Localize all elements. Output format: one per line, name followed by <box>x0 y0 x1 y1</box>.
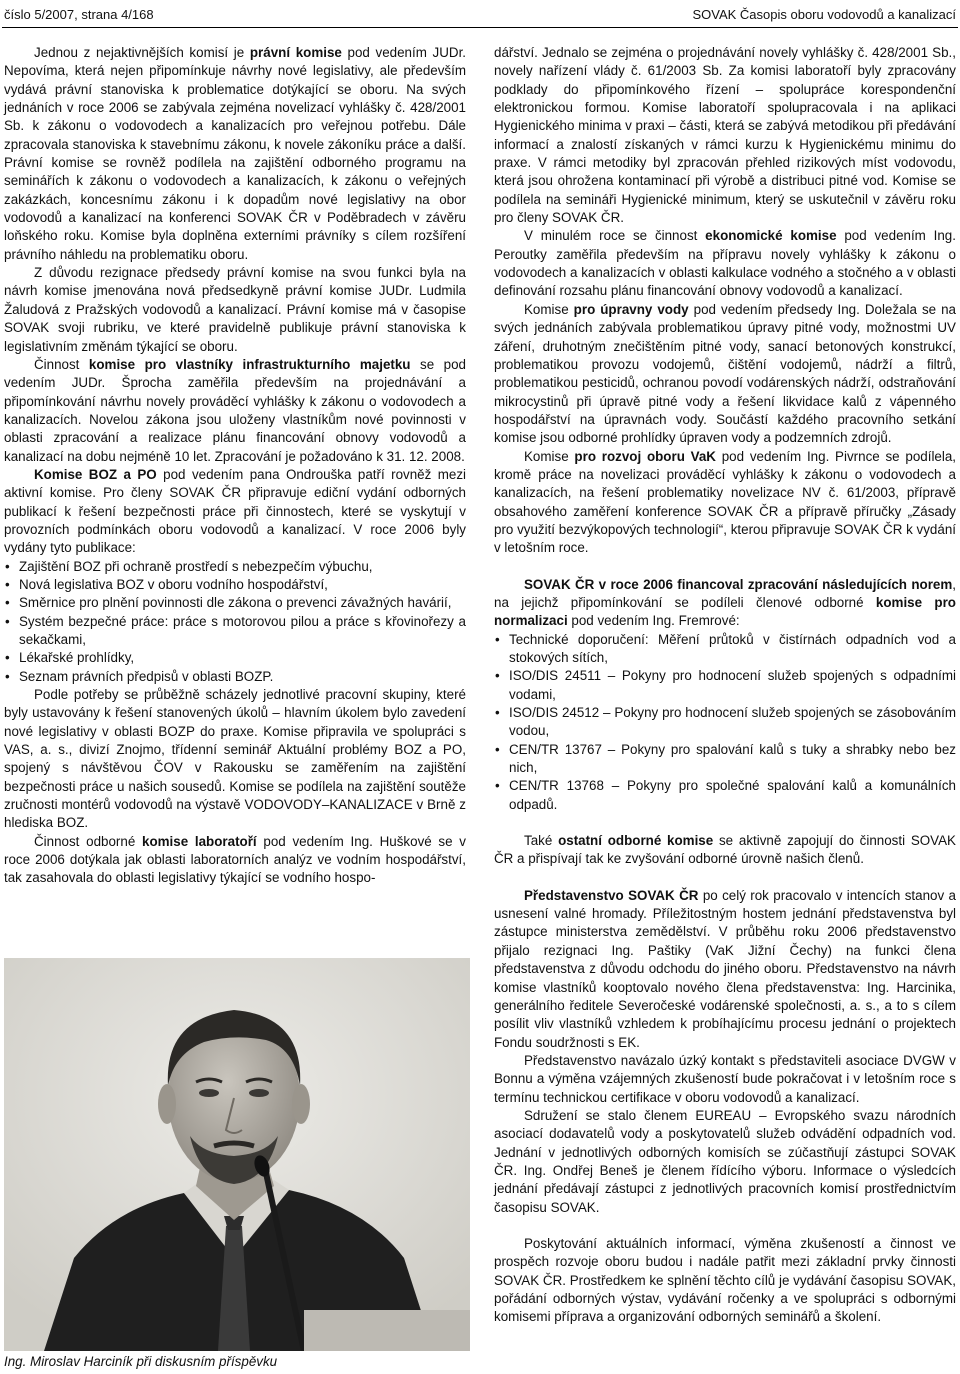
photo-caption: Ing. Miroslav Harciník při diskusním příspěvku <box>4 1354 278 1369</box>
spacer <box>494 558 956 576</box>
list-item: • ISO/DIS 24512 – Pokyny pro hodnocení služeb spojených se zásobováním vodou, <box>494 704 956 741</box>
list-item: • ISO/DIS 24511 – Pokyny pro hodnocení služeb spojených s odpadními vodami, <box>494 667 956 704</box>
journal-title: SOVAK Časopis oboru vodovodů a kanalizací <box>692 7 956 22</box>
paragraph-other-commissions: Také ostatní odborné komise se aktivně zapojují do činnosti SOVAK ČR a přispívají tak ke zvyšování odborné úrovně našich členů. <box>494 833 956 867</box>
spacer <box>494 869 956 887</box>
list-item: • Směrnice pro plnění povinnosti dle zákona o prevenci závažných havárií, <box>4 594 466 612</box>
header-divider <box>2 27 958 28</box>
paragraph-working-groups: Podle potřeby se průběžně scházely jednotlivé pracovní skupiny, které byly ustavovány k řešení stanovených úkolů – hlavním úkolem bylo zavedení nové legislativy v oblasti BOZP do praxe. Komise připravila ve spolupráci s VAS, a. s., divizí Znojmo, třídenní seminář Aktuální problémy BOZ a PO, spojený s návštěvou ČOV v Rakousku se zaměřením na zajištění bezpečnosti práce u našich sousedů. Komise se podílela na zajištění soutěže zručnosti montérů vodovodů na výstavě VODOVODY–KANALIZACE v Brně z hlediska BOZ. <box>4 687 466 831</box>
spacer <box>494 814 956 832</box>
paragraph-legal-commission-chair: Z důvodu rezignace předsedy právní komise na svou funkci byla na návrh komise jmenována nová předsedkyně právní komise JUDr. Ludmila Žaludová z Pražských vodovodů a kanalizací. Právní komise má v časopise SOVAK svoji rubriku, ve které pravidelně publikuje právní stanoviska k legislativním změnám týkající se oboru. <box>4 265 466 354</box>
paragraph-eureau: Sdružení se stalo členem EUREAU – Evropského svazu národních asociací dodavatelů vody a poskytovatelů služeb odvádění odpadních vod. Jednání v jednotlivých odborných komisích se zúčastňují zástupci SOVAK ČR. Ing. Ondřej Beneš je členem řídícího výboru. Informace o výsledcích jednání předávají zástupci z jednotlivých pracovních komisí prostřednictvím časopisu SOVAK. <box>494 1107 956 1215</box>
paragraph-board: Představenstvo SOVAK ČR po celý rok pracovalo v intencích stanov a usnesení valné hromady. Příležitostným hostem jednání představenstva byl zástupce ministerstva zemědělství. V průběhu roku 2006 představenstvo přijalo rezignaci Ing. Paštiky (VaK Jižní Čechy) na funkci člena představenstva z důvodu odchodu do jiného oboru. Představenstvo na návrh komise vlastníků kooptovalo nového člena představenstva: Ing. Harcinika, generálního ředitele Severočeské vodárenské společnosti, a. s., a to s cílem posílit vliv vlastníků vzhledem k probíhajícímu procesu jednání o projektech Fondu soudržnosti s EK. <box>494 887 957 1050</box>
paragraph-closing: Poskytování aktuálních informací, výměna zkušeností a činnost ve prospěch rozvoje oboru budou i nadále patřit mezi základní prvky činnosti SOVAK ČR. Prostředkem ke splnění těchto cílů je vydávání časopisu SOVAK, pořádání odborných výstav, vydávání ročenky a ve spolupráci s odbornými komisemi příprava a organizování odborných seminářů a školení. <box>494 1235 956 1325</box>
spacer <box>494 1217 956 1235</box>
left-column <box>4 44 466 888</box>
paragraph-economic-commission: V minulém roce se činnost ekonomické komise pod vedením Ing. Peroutky zaměřila především na přípravu novely vyhlášky k zákonu o vodovodech a kanalizacích v oblasti kalkulace vodného a stočného a v oblasti definování rozsahu plánu financování obnovy vodovodů a kanalizací. <box>494 228 956 299</box>
paragraph-laboratory-commission: Činnost odborné komise laboratoří pod vedením Ing. Huškové se v roce 2006 dotýkala jak oblasti laboratorních analýz ve vodním hospodářství, tak zasahovala do oblasti legislativy týkající se vodního hospo- <box>4 833 467 886</box>
paragraph-dvgw: Představenstvo navázalo úzký kontakt s představiteli asociace DVGW v Bonnu a výměna vzájemných zkušeností bude pokračovat i v letošním roce s termínu technickou certifikace v oboru vodovodů a kanalizací. <box>494 1052 956 1105</box>
issue-page-number: číslo 5/2007, strana 4/168 <box>4 7 154 22</box>
list-item: • Lékařské prohlídky, <box>4 649 466 667</box>
list-item: • Technické doporučení: Měření průtoků v čistírnách odpadních vod a stokových sítích, <box>494 631 956 668</box>
list-item: • Nová legislativa BOZ v oboru vodního hospodářství, <box>4 576 466 594</box>
paragraph-development-commission: Komise pro rozvoj oboru VaK pod vedením Ing. Pivrnce se podílela, kromě práce na novelizaci prováděcí vyhlášky k zákonu o vodovodech a kanalizacích, na řešení problematiky novelizace NV č. 61/2003, přípravě obsahového zaměření konference SOVAK ČR a přípravě příručky „Zásady pro využití bezvýkopových technologií“, kterou připravuje SOVAK ČR k vydání v letošním roce. <box>494 448 957 556</box>
speaker-photo-illustration <box>4 958 470 1351</box>
paragraph-legal-commission: Jednou z nejaktivnějších komisí je právní komise pod vedením JUDr. Nepovíma, která nejen připomínkuje návrhy nové legislativy, ale především vydává právní stanoviska k problematice dotýkající se oboru. Na svých jednáních v roce 2006 se zabývala zejména novelizací vyhlášky č. 428/2001 Sb. k zákonu o vodovodech a kanalizacích pro veřejnou potřebu. Dále zpracovala stanoviska k stavebnímu zákonu, k novele zákoníku práce a další. Právní komise se rovněž podílela na zajištění odborného programu na seminářích k zákonu o vodovodech a kanalizacích, k zákonu o veřejných zakázkách, koncesnímu zákonu i k dopadům nové legislativy na obor vodovodů a kanalizací na konferenci SOVAK ČR v Poděbradech v závěru loňského roku. Komise byla doplněna externími právníky s cílem rozšíření právního náhledu na problematiku oboru. <box>4 45 467 262</box>
paragraph-water-treatment-commission: Komise pro úpravny vody pod vedením předsedy Ing. Doležala se na svých jednáních zabývala problematikou úpravy pitné vody, možnostmi UV záření, druhotným znečištěním pitné vody, sanací betonových konstrukcí, problematikou provozu vodojemů, čištění vodojemů, nádrží a filtrů, problematikou pesticidů, ochranou povodí vodárenských nádrží, odstraňování mikrocystinů při úpravě pitné vody a řešení likvidace kalů z vápenného hospodářství na úpravnách vody. Součástí každého pracovního setkání komise jsou odborné prohlídky úpraven vody a podzemních zdrojů. <box>494 301 956 446</box>
paragraph-laboratory-continued: dářství. Jednalo se zejména o projednávání novely vyhlášky č. 428/2001 Sb., novely nařízení vlády č. 61/2003 Sb. Za komisi laboratoří byly zpracovány podklady do připomínkového řízení – spolupráce korespondenční elektronickou formou. Komise laboratoří spolupracovala i na aplikaci Hygienického minima v praxi – části, která se zabývá metodikou při předávání informací a znalostí získaných v rámci kurzu k Hygienickému minimu do praxe. V rámci metodiky byl zpracován přehled rizikových míst vodovodu, která jsou ohrožena kontaminací při výrobě a distribuci pitné vod. Komise se podílela na semináři Hygienické minimum, který se uskutečnil v závěru roku pro členy SOVAK ČR. <box>494 45 956 226</box>
list-item: • Systém bezpečné práce: práce s motorovou pilou a práce s křovinořezy a sekačkami, <box>4 613 466 650</box>
page-header <box>4 7 956 25</box>
standards-list <box>494 631 956 814</box>
list-item: • CEN/TR 13767 – Pokyny pro spalování kalů s tuky a shrabky nebo bez nich, <box>494 741 956 778</box>
speaker-photo <box>4 958 470 1351</box>
paragraph-boz-commission: Komise BOZ a PO pod vedením pana Ondrouška patří rovněž mezi aktivní komise. Pro členy SOVAK ČR připravuje ediční vydání odborných publikací k řešení bezpečnosti práce při činnostech, které se vyskytují v provozních podmínkách oboru vodovodů a kanalizací. V roce 2006 byly vydány tyto publikace: <box>4 466 467 556</box>
list-item: • Zajištění BOZ při ochraně prostředí s nebezpečím výbuchu, <box>4 558 466 576</box>
publication-list <box>4 558 466 686</box>
right-column <box>494 44 956 1327</box>
paragraph-owners-commission: Činnost komise pro vlastníky infrastrukturního majetku se pod vedením JUDr. Šprocha zaměřila především na projednávání a připomínkování návrhu novely prováděcí vyhlášky k zákonu o vodovodech a kanalizacích. Novelou zákona jsou uloženy vlastníkům nové povinnosti v oblasti zpracování a realizace plánu financování obnovy vodovodů a kanalizací na dobu nejméně 10 let. Zpracování je požadováno k 31. 12. 2008. <box>4 356 466 464</box>
paragraph-standards: SOVAK ČR v roce 2006 financoval zpracování následujících norem, na jejichž připomínkování se podíleli členové odborné komise pro normalizaci pod vedením Ing. Fremrové: <box>494 576 956 629</box>
list-item: • Seznam právních předpisů v oblasti BOZP. <box>4 668 466 686</box>
list-item: • CEN/TR 13768 – Pokyny pro společné spalování kalů a komunálních odpadů. <box>494 777 956 814</box>
